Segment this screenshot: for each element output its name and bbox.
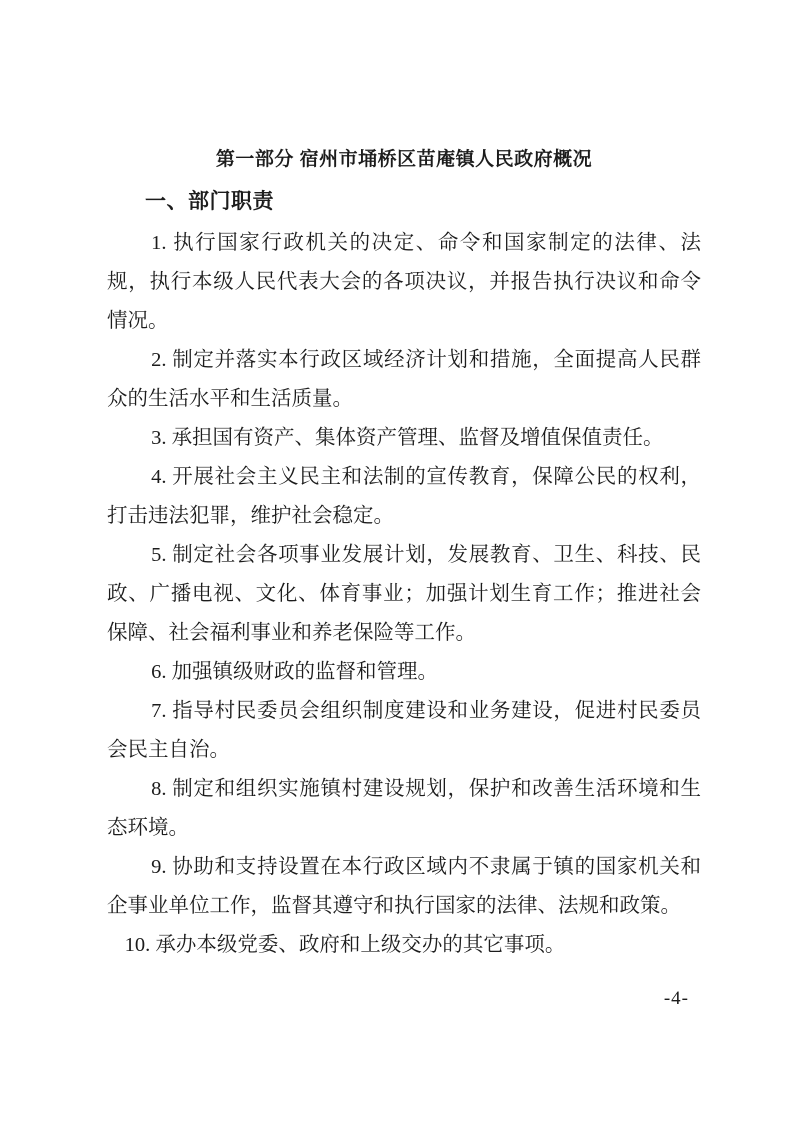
duty-item-2: 2. 制定并落实本行政区域经济计划和措施，全面提高人民群众的生活水平和生活质量。 [107,349,701,410]
duty-item-4: 4. 开展社会主义民主和法制的宣传教育，保障公民的权利，打击违法犯罪，维护社会稳定。 [107,466,701,527]
duty-item-3: 3. 承担国有资产、集体资产管理、监督及增值保值责任。 [151,427,664,449]
duty-item-6: 6. 加强镇级财政的监督和管理。 [151,661,439,683]
duty-item-8: 8. 制定和组织实施镇村建设规划，保护和改善生活环境和生态环境。 [107,778,701,839]
duty-item-9: 9. 协助和支持设置在本行政区域内不隶属于镇的国家机关和企事业单位工作，监督其遵守和执行国家的法律、法规和政策。 [107,856,701,917]
duty-item-10: 10. 承办本级党委、政府和上级交办的其它事项。 [124,934,566,956]
duty-item-1: 1. 执行国家行政机关的决定、命令和国家制定的法律、法规，执行本级人民代表大会的各项决议，并报告执行决议和命令情况。 [107,232,701,332]
duty-list [107,224,701,965]
document-title: 第一部分 宿州市埇桥区苗庵镇人民政府概况 [215,149,593,170]
document-content [107,147,701,965]
section-heading: 一、部门职责 [145,190,274,213]
duty-item-5: 5. 制定社会各项事业发展计划，发展教育、卫生、科技、民政、广播电视、文化、体育事业；加强计划生育工作；推进社会保障、社会福利事业和养老保险等工作。 [107,544,701,644]
page-number: -4- [663,988,689,1009]
duty-item-7: 7. 指导村民委员会组织制度建设和业务建设，促进村民委员会民主自治。 [107,700,701,761]
